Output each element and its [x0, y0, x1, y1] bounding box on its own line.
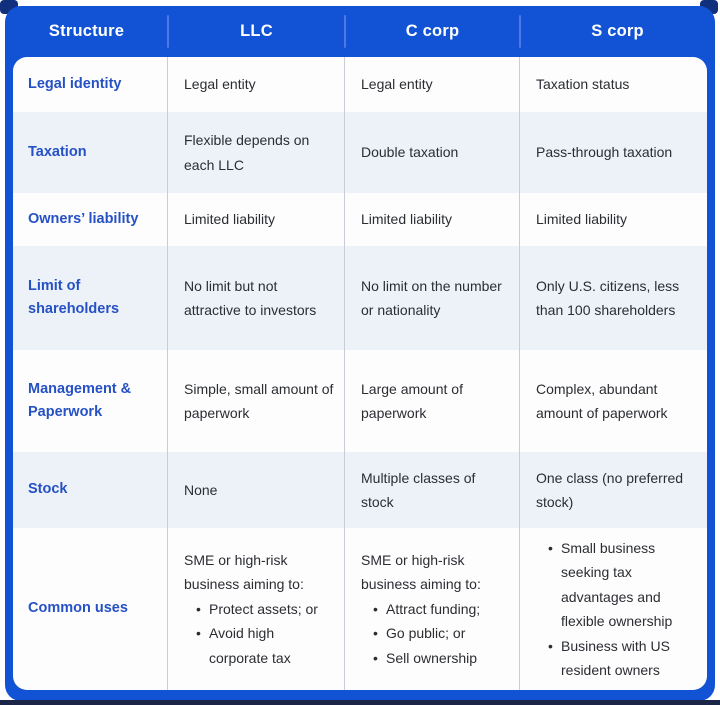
bullet-list: [536, 536, 697, 683]
row-label: Owners’ liability: [13, 193, 168, 246]
table-cell: None: [168, 452, 345, 528]
table-cell: Flexible depends on each LLC: [168, 112, 345, 193]
comparison-table-frame: [5, 6, 715, 701]
table-row-limit-of-shareholders: [13, 246, 707, 350]
column-header-c-corp: C corp: [405, 22, 460, 40]
row-label: Legal identity: [13, 57, 168, 112]
row-label: Management & Paperwork: [13, 350, 168, 452]
column-header-llc: LLC: [240, 22, 273, 40]
table-cell: Complex, abundant amount of paperwork: [536, 380, 668, 421]
cell-intro-text: SME or high-risk business aiming to:: [361, 551, 481, 593]
table-row-taxation: [13, 112, 707, 193]
table-cell: Limited liability: [536, 211, 628, 228]
table-row-common-uses: [13, 528, 707, 690]
bullet-item: • Sell ownership: [371, 646, 509, 671]
row-label: Taxation: [13, 112, 168, 193]
header-separator: [167, 15, 169, 48]
table-cell: Double taxation: [345, 112, 520, 193]
table-row-management-paperwork: [13, 350, 707, 452]
table-row-stock: [13, 452, 707, 528]
table-row-owners-liability: [13, 193, 707, 246]
table-row-legal-identity: [13, 57, 707, 112]
column-header-s-corp: S corp: [591, 22, 644, 40]
header-separator: [344, 15, 346, 48]
bullet-item: • Protect assets; or: [194, 597, 334, 622]
table-cell: Multiple classes of stock: [345, 452, 520, 528]
table-cell: Pass-through taxation: [536, 144, 673, 161]
bullet-item: • Business with US resident owners: [546, 634, 697, 683]
table-body-panel: [13, 57, 707, 690]
table-cell: One class (no preferred stock): [536, 469, 684, 510]
row-label: Common uses: [13, 528, 168, 690]
bullet-item: • Go public; or: [371, 621, 509, 646]
bottom-shadow-bar: [0, 700, 720, 705]
row-label: Limit of shareholders: [13, 246, 168, 350]
bullet-list: [361, 597, 509, 671]
header-separator: [519, 15, 521, 48]
table-cell: No limit but not attractive to investors: [168, 246, 345, 350]
table-cell: [168, 528, 345, 690]
column-header-structure: Structure: [48, 22, 125, 40]
table-cell: Simple, small amount of paperwork: [168, 350, 345, 452]
cell-intro-text: SME or high-risk business aiming to:: [184, 551, 304, 593]
table-cell: [520, 528, 707, 690]
bullet-item: • Avoid high corporate tax: [194, 621, 334, 670]
table-cell: Legal entity: [345, 57, 520, 112]
table-cell: Only U.S. citizens, less than 100 shareholders: [536, 277, 680, 318]
bullet-item: • Small business seeking tax advantages and flexible ownership: [546, 536, 697, 634]
table-cell: Limited liability: [345, 193, 520, 246]
table-cell: [345, 528, 520, 690]
row-label: Stock: [13, 452, 168, 528]
table-cell: No limit on the number or nationality: [345, 246, 520, 350]
table-cell: Taxation status: [536, 76, 630, 93]
bullet-list: [184, 597, 334, 671]
table-cell: Limited liability: [168, 193, 345, 246]
table-cell: Large amount of paperwork: [345, 350, 520, 452]
bullet-item: • Attract funding;: [371, 597, 509, 622]
table-header-row: [5, 6, 715, 57]
table-cell: Legal entity: [168, 57, 345, 112]
